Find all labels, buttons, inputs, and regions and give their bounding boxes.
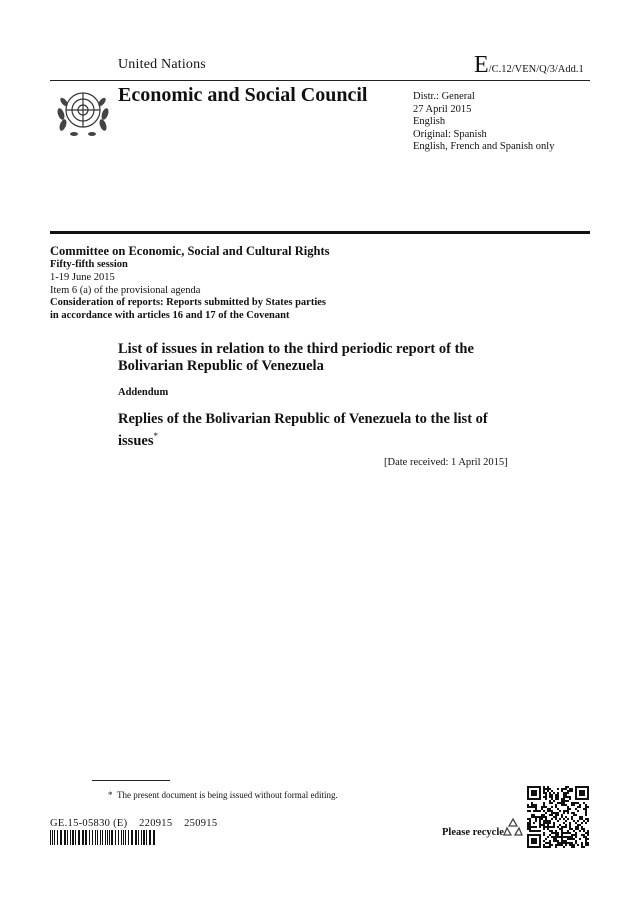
distr-line: English, French and Spanish only (413, 141, 555, 152)
date-received: [Date received: 1 April 2015] (384, 457, 508, 468)
footnote-mark: * (108, 790, 113, 800)
subtitle-footnote-mark[interactable]: * (153, 431, 158, 441)
symbol-initial: E (474, 52, 489, 78)
header-rule (50, 80, 590, 81)
document-title: List of issues in relation to the third periodic report of the Bolivarian Republic of Venezuela (118, 341, 474, 374)
recycle-label: Please recycle (442, 827, 504, 838)
document-symbol (474, 52, 584, 79)
consideration-line: Consideration of reports: Reports submitted by States parties (50, 297, 326, 309)
distr-line: Original: Spanish (413, 128, 487, 140)
distr-line: 27 April 2015 (413, 103, 472, 115)
agenda-item: Item 6 (a) of the provisional agenda (50, 284, 201, 296)
footnote (108, 790, 338, 800)
session-name: Fifty-fifth session (50, 259, 128, 270)
committee-name: Committee on Economic, Social and Cultural Rights (50, 244, 330, 258)
symbol-rest: /C.12/VEN/Q/3/Add.1 (488, 64, 584, 75)
ge-code: GE.15-05830 (E) 220915 250915 (50, 818, 218, 829)
qr-code-icon (527, 786, 589, 848)
distr-line: Distr.: General (413, 91, 475, 102)
barcode-icon (50, 830, 158, 845)
organization-name: United Nations (118, 57, 206, 72)
document-subtitle (118, 411, 528, 450)
distribution-block (413, 91, 554, 154)
un-emblem-icon (52, 84, 114, 140)
addendum-label: Addendum (118, 387, 169, 398)
recycle-icon (502, 816, 524, 838)
header-thick-rule (50, 231, 590, 234)
subtitle-text: Replies of the Bolivarian Republic of Venezuela to the list of issues (118, 411, 488, 449)
footnote-rule (92, 780, 170, 781)
council-name: Economic and Social Council (118, 84, 368, 106)
session-dates: 1-19 June 2015 (50, 271, 115, 283)
footnote-text: The present document is being issued without formal editing. (117, 790, 338, 800)
distr-line: English (413, 116, 446, 127)
consideration-line: in accordance with articles 16 and 17 of the Covenant (50, 310, 290, 322)
meeting-block (50, 244, 330, 323)
